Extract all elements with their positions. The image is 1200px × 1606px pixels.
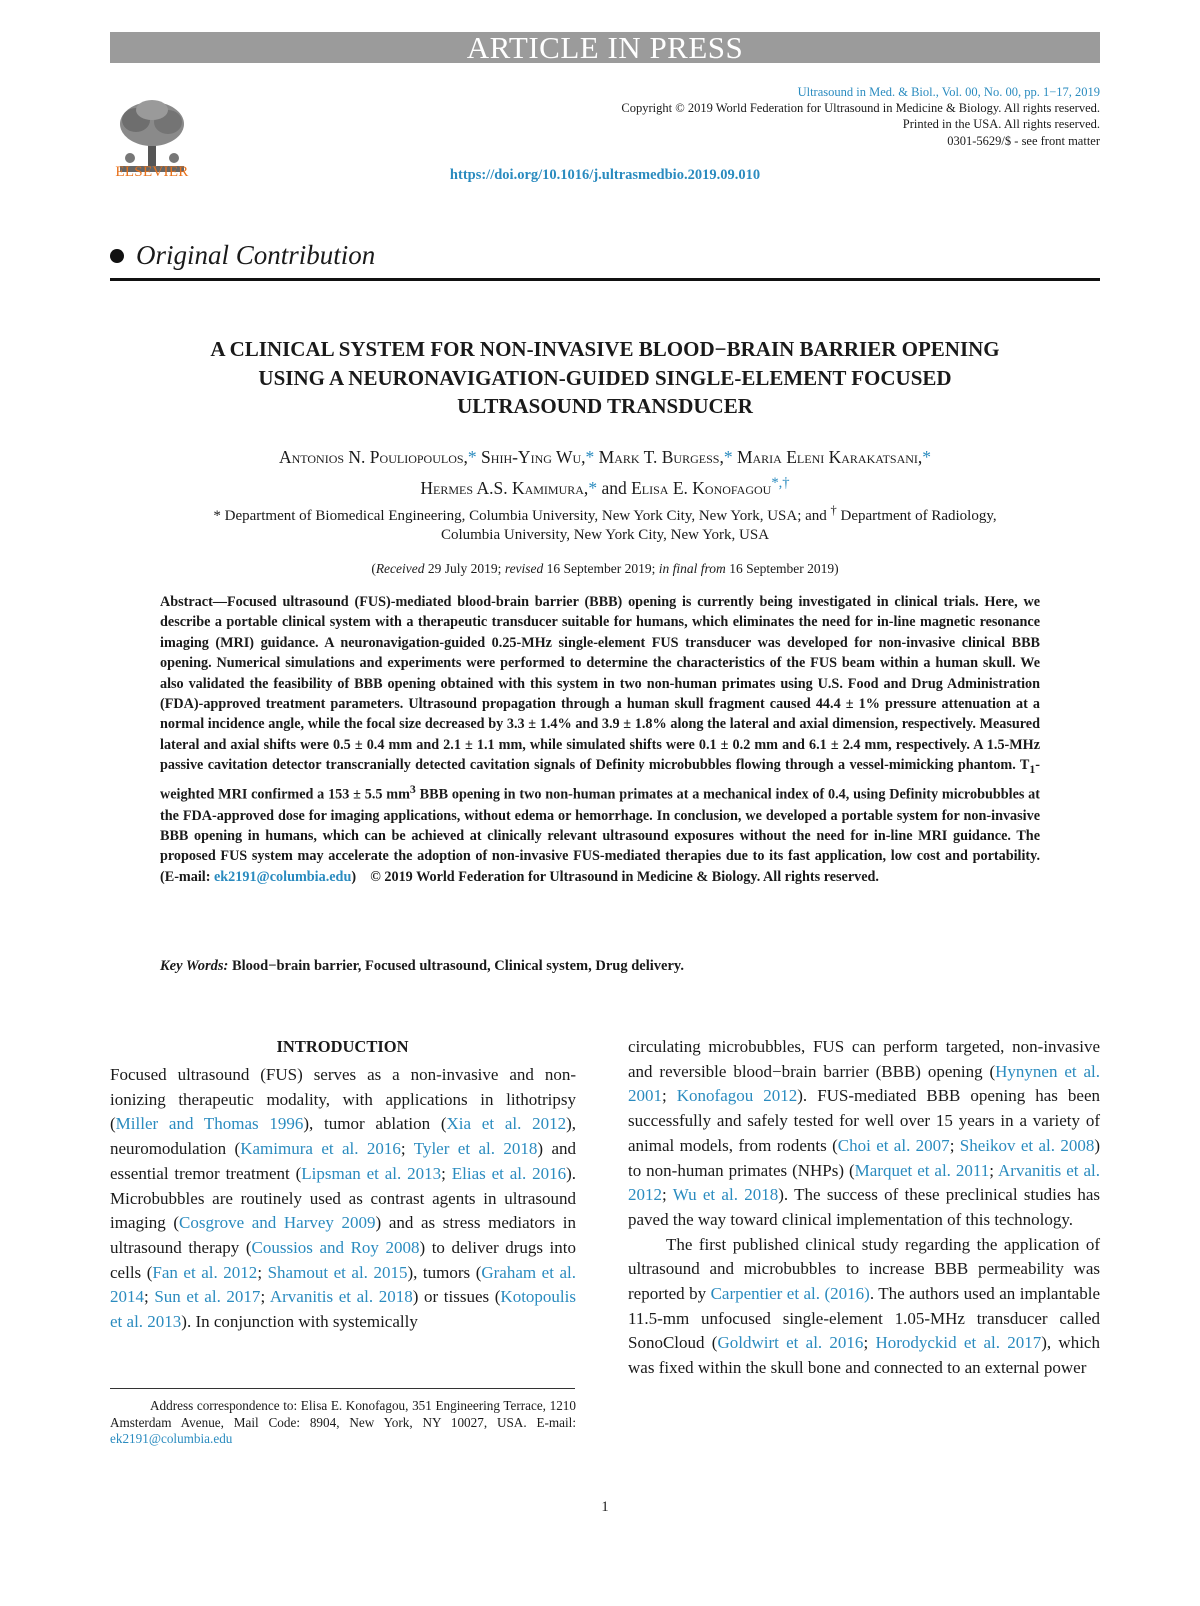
body-text: ), tumor ablation (	[303, 1114, 447, 1134]
affiliation-mark[interactable]: *	[723, 447, 733, 467]
citation-link[interactable]: Cosgrove and Harvey 2009	[178, 1213, 376, 1233]
body-text: ), which was fixed within the skull bone and connected to an external power	[628, 1333, 1100, 1378]
journal-line[interactable]: Ultrasound in Med. & Biol., Vol. 00, No. 00, pp. 1−17, 2019	[797, 85, 1100, 99]
title-line: USING A NEURONAVIGATION-GUIDED SINGLE-ELEMENT FOCUSED	[258, 365, 952, 390]
body-text: ;	[662, 1086, 677, 1106]
affiliation-mark[interactable]: *	[467, 447, 477, 467]
author-list	[110, 444, 1100, 501]
footnote-rule	[110, 1388, 575, 1389]
body-text: ), tumors (	[407, 1262, 482, 1282]
author-name: Shih-Ying Wu,	[481, 447, 586, 467]
section-rule	[110, 278, 1100, 281]
superscript: 3	[409, 782, 416, 797]
revised-date: 16 September 2019	[546, 561, 652, 576]
body-column-right	[628, 1035, 1100, 1381]
received-dates: (Received 29 July 2019; revised 16 September 2019; in final from 16 September 2019)	[371, 561, 839, 576]
citation-link[interactable]: Marquet et al. 2011	[854, 1160, 990, 1180]
affiliation-mark[interactable]: *	[922, 447, 932, 467]
citation-link[interactable]: Sun et al. 2017	[154, 1287, 261, 1307]
citation-link[interactable]: Sheikov et al. 2008	[959, 1135, 1095, 1155]
abstract	[160, 592, 1040, 887]
citation-link[interactable]: Lipsman et al. 2013	[301, 1163, 442, 1183]
affiliation-dagger: †	[830, 503, 837, 517]
copyright-line: Copyright © 2019 World Federation for Ultrasound in Medicine & Biology. All rights reserved.	[621, 101, 1100, 116]
abstract-text: T	[1019, 757, 1030, 774]
footnote-text: Address correspondence to: Elisa E. Konofagou, 351 Engineering Terrace, 1210 Amsterdam Avenue, Mail Code: 8904, New York, NY 10027, USA. E-mail:	[110, 1398, 576, 1430]
body-text: ;	[662, 1185, 673, 1205]
affiliation-mark[interactable]: *	[588, 477, 598, 498]
body-text: ;	[260, 1287, 270, 1307]
paren: (	[371, 561, 376, 576]
final-date: 16 September 2019	[729, 561, 835, 576]
page-number: 1	[601, 1499, 609, 1515]
citation-link[interactable]: Shamout et al. 2015	[267, 1262, 408, 1282]
body-text: ;	[949, 1135, 960, 1155]
body-text: ;	[144, 1287, 155, 1307]
printed-line: Printed in the USA. All rights reserved.	[902, 117, 1100, 132]
keywords	[160, 958, 1040, 975]
citation-link[interactable]: Kotopoulis et al. 2013	[110, 1287, 576, 1332]
introduction-heading: INTRODUCTION	[276, 1037, 409, 1056]
citation-link[interactable]: Xia et al. 2012	[446, 1114, 567, 1134]
article-title	[110, 335, 1100, 421]
body-text: ) or tissues (	[412, 1287, 501, 1307]
body-column-left	[110, 1063, 576, 1335]
body-text: ). Microbubbles are routinely used as contrast agents in ultrasound imaging (	[110, 1163, 577, 1233]
citation-link[interactable]: Graham et al. 2014	[110, 1262, 576, 1307]
bullet-icon	[110, 249, 124, 263]
abstract-text: BBB opening in two non-human primates at a mechanical index of 0.4, using Definity microbubbles at the FDA-approved dose for imaging applications, without edema or hemorrhage. In conclusion, we developed a portable system for non-invasive BBB opening in humans, which can be achieved at clinically relevant ultrasound exposures without the need for in-line MRI guidance. The proposed FUS system may accelerate the adoption of non-invasive FUS-mediated therapies due to its fast application, low cost and portability. (E-mail:	[160, 787, 1041, 885]
author-name: Mark T. Burgess,	[598, 447, 724, 467]
abstract-text: Abstract—Focused ultrasound (FUS)-mediated blood-brain barrier (BBB) opening is currently being investigated in clinical trials. Here, we describe a portable clinical system with a therapeutic transducer suitable for humans, which eliminates the need for in-line magnetic resonance imaging (MRI) guidance. A neuronavigation-guided 0.25-MHz single-element FUS transducer was developed for non-invasive clinical BBB opening. Numerical simulations and experiments were performed to determine the characteristics of the FUS beam within a human skull. We also validated the feasibility of BBB opening obtained with this system in two non-human primates using U.S. Food and Drug Administration (FDA)-approved treatment parameters. Ultrasound propagation through a human skull fragment caused 44.4 ± 1% pressure attenuation at a normal incidence angle, while the focal size decreased by 3.3 ± 1.4% and 3.9 ± 1.8% along the lateral and axial dimension, respectively. Measured lateral and axial shifts were 0.5 ± 0.4 mm and 2.1 ± 1.1 mm, while simulated shifts were 0.1 ± 0.2 mm and 6.1 ± 2.4 mm, respectively. A 1.5-MHz passive cavitation detector transcranially detected cavitation signals of Definity microbubbles flowing through a vessel-mimicking phantom.	[160, 594, 1040, 774]
citation-link[interactable]: Miller and Thomas 1996	[115, 1114, 304, 1134]
citation-link[interactable]: Tyler et al. 2018	[413, 1139, 538, 1159]
paragraph	[110, 1063, 576, 1335]
keywords-label: Key Words:	[160, 958, 229, 974]
section-label: Original Contribution	[136, 240, 376, 270]
abstract-text: -weighted MRI confirmed a 153 ± 5.5 mm	[160, 757, 1040, 804]
citation-link[interactable]: Kamimura et al. 2016	[240, 1139, 401, 1159]
citation-link[interactable]: Fan et al. 2012	[152, 1262, 258, 1282]
paren: )	[834, 561, 839, 576]
issn-line: 0301-5629/$ - see front matter	[947, 133, 1100, 148]
email-link[interactable]: ek2191@columbia.edu	[110, 1431, 233, 1446]
revised-label: revised	[504, 561, 544, 576]
author-name: Maria Eleni Karakatsani,	[736, 447, 923, 467]
body-text: ;	[989, 1160, 999, 1180]
body-text: The first published clinical study regarding the application of ultrasound and microbubbles to increase BBB permeability was reported by	[628, 1234, 1100, 1304]
email-link[interactable]: ek2191@columbia.edu	[213, 868, 352, 885]
body-text: ). In conjunction with systemically	[181, 1312, 418, 1332]
author-name: Elisa E. Konofagou	[631, 477, 772, 498]
body-text: ) and essential tremor treatment (	[110, 1139, 576, 1183]
title-line: A CLINICAL SYSTEM FOR NON-INVASIVE BLOOD−BRAIN BARRIER OPENING	[210, 337, 1000, 361]
title-line: ULTRASOUND TRANSDUCER	[457, 394, 753, 418]
body-text: ), neuromodulation (	[110, 1114, 576, 1159]
author-name: Hermes A.S. Kamimura,	[420, 477, 589, 498]
body-text: ). FUS-mediated BBB opening has been successfully and safely tested for well over 15 years in a variety of animal models, from rodents (	[628, 1086, 1100, 1155]
citation-link[interactable]: Carpentier et al. (2016)	[710, 1284, 870, 1304]
citation-link[interactable]: Arvanitis et al. 2012	[628, 1160, 1100, 1205]
affiliation-text: Department of Radiology,	[840, 508, 997, 524]
abstract-copyright: ) © 2019 World Federation for Ultrasound in Medicine & Biology. All rights reserved.	[351, 868, 879, 885]
citation-link[interactable]: Wu et al. 2018	[672, 1185, 779, 1205]
citation-link[interactable]: Hynynen et al. 2001	[628, 1061, 1101, 1106]
body-text: ) and as stress mediators in ultrasound therapy (	[110, 1213, 576, 1257]
affiliation-mark[interactable]: *,†	[771, 475, 790, 491]
section-heading	[110, 240, 375, 271]
citation-link[interactable]: Choi et al. 2007	[837, 1135, 950, 1155]
paragraph	[628, 1035, 1100, 1233]
body-text: ). The success of these preclinical studies has paved the way toward clinical implementation of this technology.	[628, 1185, 1101, 1229]
citation-link[interactable]: Horodyckid et al. 2017	[875, 1333, 1042, 1353]
body-text: ;	[441, 1163, 452, 1183]
body-text: ;	[400, 1139, 414, 1159]
body-text: ) to non-human primates (NHPs) (	[628, 1135, 1100, 1180]
citation-link[interactable]: Goldwirt et al. 2016	[717, 1333, 864, 1353]
body-text: ;	[257, 1262, 268, 1282]
received-label: Received	[375, 561, 425, 576]
affiliation	[110, 501, 1100, 545]
affiliation-mark[interactable]: *	[585, 447, 595, 467]
author-conjunction: and	[601, 477, 627, 498]
citation-link[interactable]: Elias et al. 2016	[451, 1163, 567, 1183]
keywords-value: Blood−brain barrier, Focused ultrasound, Clinical system, Drug delivery.	[231, 958, 684, 974]
publisher-name: ELSEVIER	[115, 164, 189, 180]
citation-link[interactable]: Konofagou 2012	[676, 1086, 798, 1106]
citation-block	[480, 84, 1100, 149]
body-text: ) to deliver drugs into cells (	[110, 1237, 577, 1282]
body-text: Focused ultrasound (FUS) serves as a non-invasive and non-ionizing therapeutic modality, with applications in lithotripsy (	[110, 1065, 576, 1134]
final-label: in final from	[658, 561, 726, 576]
received-date: 29 July 2019	[427, 561, 498, 576]
citation-link[interactable]: Arvanitis et al. 2018	[269, 1287, 413, 1307]
doi-link[interactable]: https://doi.org/10.1016/j.ultrasmedbio.2019.09.010	[449, 167, 761, 183]
body-text: circulating microbubbles, FUS can perform targeted, non-invasive and reversible blood−brain barrier (BBB) opening (	[628, 1037, 1100, 1081]
affiliation-text: Columbia University, New York City, New York, USA	[440, 527, 770, 543]
author-name: Antonios N. Pouliopoulos,	[278, 447, 468, 467]
affiliation-text: * Department of Biomedical Engineering, Columbia University, New York City, New York, USA; and	[213, 508, 827, 524]
subscript: 1	[1029, 762, 1036, 777]
paragraph	[628, 1233, 1100, 1381]
citation-link[interactable]: Coussios and Roy 2008	[251, 1237, 420, 1257]
body-text: ;	[863, 1333, 876, 1353]
article-in-press-banner: ARTICLE IN PRESS	[110, 32, 1100, 63]
correspondence-footnote	[110, 1398, 576, 1448]
body-text: . The authors used an implantable 11.5-mm unfocused single-element 1.05-MHz transducer called SonoCloud (	[628, 1284, 1100, 1353]
